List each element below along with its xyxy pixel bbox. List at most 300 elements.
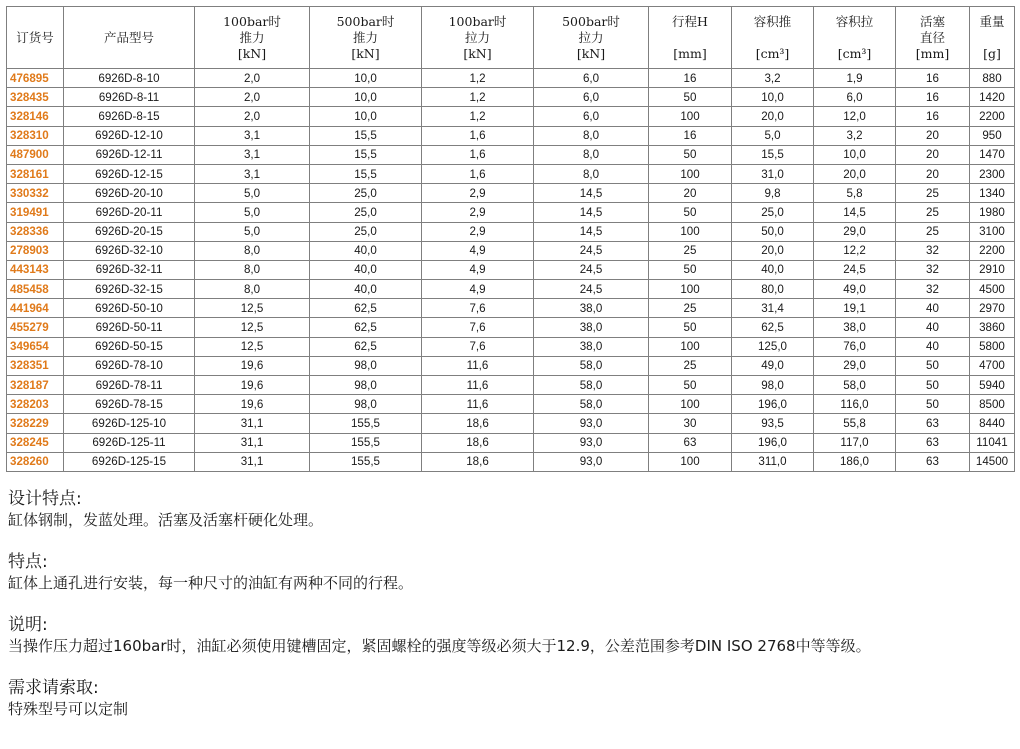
push-100bar-cell: 5,0	[195, 203, 310, 222]
push-500bar-cell: 40,0	[310, 260, 422, 279]
piston-diameter-cell: 40	[896, 318, 970, 337]
piston-diameter-cell: 32	[896, 260, 970, 279]
product-model-cell: 6926D-20-15	[64, 222, 195, 241]
push-100bar-cell: 2,0	[195, 107, 310, 126]
header-line: 产品型号	[103, 29, 154, 45]
pull-500bar-cell: 14,5	[534, 184, 649, 203]
push-500bar-cell: 98,0	[310, 395, 422, 414]
volume-pull-cell: 38,0	[814, 318, 896, 337]
weight-cell: 8500	[970, 395, 1015, 414]
piston-diameter-cell: 50	[896, 376, 970, 395]
order-number-cell[interactable]: 328187	[7, 376, 64, 395]
stroke-cell: 63	[649, 433, 732, 452]
weight-cell: 2200	[970, 241, 1015, 260]
volume-push-cell: 25,0	[732, 203, 814, 222]
header-line: [kN]	[237, 45, 267, 61]
header-line: 100bar时	[448, 13, 507, 29]
stroke-cell: 50	[649, 318, 732, 337]
table-row	[7, 318, 1015, 337]
table-row	[7, 414, 1015, 433]
header-line: 容积推	[753, 13, 792, 29]
piston-diameter-cell: 16	[896, 107, 970, 126]
volume-pull-cell: 10,0	[814, 145, 896, 164]
header-line: 100bar时	[223, 13, 281, 29]
volume-push-cell: 20,0	[732, 107, 814, 126]
volume-push-cell: 15,5	[732, 145, 814, 164]
order-number-cell[interactable]: 443143	[7, 260, 64, 279]
pull-500bar-cell: 14,5	[534, 203, 649, 222]
volume-pull-cell: 6,0	[814, 88, 896, 107]
weight-cell: 2200	[970, 107, 1015, 126]
pull-100bar-cell: 4,9	[422, 260, 534, 279]
header-line: 活塞	[919, 13, 945, 29]
volume-pull-cell: 1,9	[814, 69, 896, 88]
order-number-cell[interactable]: 487900	[7, 145, 64, 164]
stroke-cell: 50	[649, 376, 732, 395]
pull-100bar-cell: 2,9	[422, 184, 534, 203]
weight-cell: 950	[970, 126, 1015, 145]
piston-diameter-cell: 63	[896, 452, 970, 471]
volume-pull-cell: 5,8	[814, 184, 896, 203]
volume-pull-cell: 55,8	[814, 414, 896, 433]
header-line	[732, 30, 813, 46]
pull-100bar-cell: 7,6	[422, 318, 534, 337]
pull-100bar-cell: 1,2	[422, 69, 534, 88]
piston-diameter-cell: 50	[896, 356, 970, 375]
product-model-cell: 6926D-8-11	[64, 88, 195, 107]
volume-pull-cell: 29,0	[814, 356, 896, 375]
push-500bar-cell: 40,0	[310, 280, 422, 299]
weight-cell: 3860	[970, 318, 1015, 337]
note-features	[8, 551, 1013, 593]
piston-diameter-cell: 50	[896, 395, 970, 414]
piston-diameter-cell: 20	[896, 126, 970, 145]
pull-500bar-cell: 58,0	[534, 395, 649, 414]
push-100bar-cell: 3,1	[195, 145, 310, 164]
push-100bar-cell: 5,0	[195, 184, 310, 203]
push-500bar-cell: 10,0	[310, 69, 422, 88]
pull-500bar-cell: 93,0	[534, 452, 649, 471]
stroke-cell: 25	[649, 299, 732, 318]
table-row	[7, 88, 1015, 107]
header-pull-500bar	[534, 7, 649, 69]
volume-pull-cell: 19,1	[814, 299, 896, 318]
stroke-cell: 100	[649, 107, 732, 126]
product-model-cell: 6926D-50-15	[64, 337, 195, 356]
volume-push-cell: 50,0	[732, 222, 814, 241]
piston-diameter-cell: 32	[896, 241, 970, 260]
note-text: 当操作压力超过160bar时，油缸必须使用键槽固定，紧固螺栓的强度等级必须大于12.9，公差范围参考DIN ISO 2768中等等级。	[8, 637, 871, 655]
piston-diameter-cell: 20	[896, 164, 970, 183]
product-model-cell: 6926D-125-10	[64, 414, 195, 433]
order-number-cell[interactable]: 328310	[7, 126, 64, 145]
order-number-cell[interactable]: 455279	[7, 318, 64, 337]
pull-500bar-cell: 8,0	[534, 164, 649, 183]
header-line	[970, 30, 1014, 46]
header-volume-push	[732, 7, 814, 69]
piston-diameter-cell: 40	[896, 337, 970, 356]
volume-pull-cell: 117,0	[814, 433, 896, 452]
pull-500bar-cell: 8,0	[534, 145, 649, 164]
stroke-cell: 100	[649, 222, 732, 241]
product-model-cell: 6926D-20-11	[64, 203, 195, 222]
volume-push-cell: 311,0	[732, 452, 814, 471]
push-100bar-cell: 31,1	[195, 414, 310, 433]
table-row	[7, 376, 1015, 395]
volume-pull-cell: 3,2	[814, 126, 896, 145]
order-number-cell[interactable]: 328146	[7, 107, 64, 126]
product-model-cell: 6926D-32-10	[64, 241, 195, 260]
pull-500bar-cell: 6,0	[534, 107, 649, 126]
pull-100bar-cell: 1,2	[422, 107, 534, 126]
pull-100bar-cell: 7,6	[422, 299, 534, 318]
volume-pull-cell: 116,0	[814, 395, 896, 414]
header-line: 500bar时	[562, 13, 620, 29]
push-500bar-cell: 40,0	[310, 241, 422, 260]
push-500bar-cell: 10,0	[310, 107, 422, 126]
table-row	[7, 260, 1015, 279]
push-100bar-cell: 3,1	[195, 164, 310, 183]
product-model-cell: 6926D-12-11	[64, 145, 195, 164]
pull-500bar-cell: 93,0	[534, 433, 649, 452]
weight-cell: 2970	[970, 299, 1015, 318]
header-line: [cm³]	[755, 45, 790, 61]
pull-500bar-cell: 58,0	[534, 356, 649, 375]
volume-push-cell: 98,0	[732, 376, 814, 395]
push-100bar-cell: 12,5	[195, 299, 310, 318]
stroke-cell: 16	[649, 126, 732, 145]
pull-100bar-cell: 1,2	[422, 88, 534, 107]
piston-diameter-cell: 16	[896, 88, 970, 107]
header-push-100bar	[195, 7, 310, 69]
weight-cell: 1470	[970, 145, 1015, 164]
piston-diameter-cell: 63	[896, 433, 970, 452]
push-500bar-cell: 25,0	[310, 203, 422, 222]
product-model-cell: 6926D-32-11	[64, 260, 195, 279]
piston-diameter-cell: 32	[896, 280, 970, 299]
volume-push-cell: 125,0	[732, 337, 814, 356]
push-500bar-cell: 155,5	[310, 433, 422, 452]
order-number-cell[interactable]: 441964	[7, 299, 64, 318]
pull-100bar-cell: 4,9	[422, 280, 534, 299]
table-header	[7, 7, 1015, 69]
pull-500bar-cell: 38,0	[534, 337, 649, 356]
table-row	[7, 184, 1015, 203]
pull-100bar-cell: 1,6	[422, 145, 534, 164]
volume-pull-cell: 12,0	[814, 107, 896, 126]
note-title: 特点:	[8, 552, 48, 572]
push-500bar-cell: 15,5	[310, 126, 422, 145]
push-100bar-cell: 8,0	[195, 260, 310, 279]
order-number-cell[interactable]: 328229	[7, 414, 64, 433]
header-order-number	[7, 7, 64, 69]
weight-cell: 2910	[970, 260, 1015, 279]
pull-100bar-cell: 1,6	[422, 164, 534, 183]
push-100bar-cell: 8,0	[195, 280, 310, 299]
header-line: 推力	[239, 29, 265, 45]
order-number-cell[interactable]: 328435	[7, 88, 64, 107]
volume-push-cell: 5,0	[732, 126, 814, 145]
product-model-cell: 6926D-125-11	[64, 433, 195, 452]
push-100bar-cell: 19,6	[195, 395, 310, 414]
volume-push-cell: 49,0	[732, 356, 814, 375]
piston-diameter-cell: 25	[896, 184, 970, 203]
table-row	[7, 280, 1015, 299]
piston-diameter-cell: 63	[896, 414, 970, 433]
header-line: [kN]	[576, 45, 606, 61]
note-text: 缸体上通孔进行安装，每一种尺寸的油缸有两种不同的行程。	[8, 574, 414, 592]
header-line: 容积拉	[835, 13, 874, 29]
order-number-cell[interactable]: 328161	[7, 164, 64, 183]
note-design	[8, 488, 1013, 530]
header-line: [kN]	[351, 45, 380, 61]
header-row	[7, 7, 1015, 69]
table-row	[7, 356, 1015, 375]
push-500bar-cell: 98,0	[310, 356, 422, 375]
weight-cell: 5800	[970, 337, 1015, 356]
header-line: [cm³]	[837, 45, 872, 61]
header-line: [kN]	[463, 45, 492, 61]
volume-push-cell: 196,0	[732, 395, 814, 414]
weight-cell: 1980	[970, 203, 1015, 222]
stroke-cell: 50	[649, 260, 732, 279]
order-number-cell[interactable]: 349654	[7, 337, 64, 356]
weight-cell: 11041	[970, 433, 1015, 452]
pull-500bar-cell: 24,5	[534, 280, 649, 299]
push-500bar-cell: 25,0	[310, 184, 422, 203]
push-100bar-cell: 31,1	[195, 452, 310, 471]
note-request	[8, 677, 1013, 719]
table-row	[7, 395, 1015, 414]
push-500bar-cell: 25,0	[310, 222, 422, 241]
pull-500bar-cell: 14,5	[534, 222, 649, 241]
table-row	[7, 433, 1015, 452]
weight-cell: 2300	[970, 164, 1015, 183]
table-row	[7, 145, 1015, 164]
header-line: 行程H	[672, 13, 708, 29]
note-text: 特殊型号可以定制	[8, 700, 129, 718]
table-row	[7, 452, 1015, 471]
volume-push-cell: 20,0	[732, 241, 814, 260]
weight-cell: 4700	[970, 356, 1015, 375]
volume-push-cell: 10,0	[732, 88, 814, 107]
push-100bar-cell: 31,1	[195, 433, 310, 452]
weight-cell: 1420	[970, 88, 1015, 107]
weight-cell: 8440	[970, 414, 1015, 433]
pull-100bar-cell: 18,6	[422, 414, 534, 433]
header-push-500bar	[310, 7, 422, 69]
product-model-cell: 6926D-125-15	[64, 452, 195, 471]
pull-500bar-cell: 38,0	[534, 318, 649, 337]
product-model-cell: 6926D-32-15	[64, 280, 195, 299]
volume-push-cell: 9,8	[732, 184, 814, 203]
header-piston-diameter	[896, 7, 970, 69]
stroke-cell: 50	[649, 203, 732, 222]
weight-cell: 4500	[970, 280, 1015, 299]
volume-pull-cell: 58,0	[814, 376, 896, 395]
order-number-cell[interactable]: 476895	[7, 69, 64, 88]
push-500bar-cell: 62,5	[310, 337, 422, 356]
order-number-cell[interactable]: 328245	[7, 433, 64, 452]
weight-cell: 14500	[970, 452, 1015, 471]
table-row	[7, 164, 1015, 183]
stroke-cell: 100	[649, 395, 732, 414]
notes-section	[8, 488, 1013, 740]
weight-cell: 3100	[970, 222, 1015, 241]
note-title: 需求请索取:	[8, 678, 99, 698]
pull-500bar-cell: 93,0	[534, 414, 649, 433]
piston-diameter-cell: 16	[896, 69, 970, 88]
volume-pull-cell: 20,0	[814, 164, 896, 183]
header-product-model	[64, 7, 195, 69]
stroke-cell: 100	[649, 337, 732, 356]
volume-pull-cell: 186,0	[814, 452, 896, 471]
pull-100bar-cell: 2,9	[422, 203, 534, 222]
pull-500bar-cell: 6,0	[534, 69, 649, 88]
header-line: 500bar时	[336, 13, 395, 29]
stroke-cell: 100	[649, 280, 732, 299]
table-row	[7, 126, 1015, 145]
table-body	[7, 69, 1015, 472]
product-model-cell: 6926D-12-15	[64, 164, 195, 183]
piston-diameter-cell: 25	[896, 203, 970, 222]
pull-100bar-cell: 2,9	[422, 222, 534, 241]
order-number-cell[interactable]: 328260	[7, 452, 64, 471]
pull-100bar-cell: 1,6	[422, 126, 534, 145]
volume-pull-cell: 76,0	[814, 337, 896, 356]
stroke-cell: 25	[649, 356, 732, 375]
pull-100bar-cell: 11,6	[422, 376, 534, 395]
order-number-cell[interactable]: 328203	[7, 395, 64, 414]
header-stroke	[649, 7, 732, 69]
order-number-cell[interactable]: 328351	[7, 356, 64, 375]
piston-diameter-cell: 20	[896, 145, 970, 164]
note-text: 缸体钢制，发蓝处理。活塞及活塞杆硬化处理。	[8, 511, 324, 529]
push-500bar-cell: 155,5	[310, 414, 422, 433]
product-model-cell: 6926D-78-15	[64, 395, 195, 414]
volume-push-cell: 196,0	[732, 433, 814, 452]
pull-500bar-cell: 8,0	[534, 126, 649, 145]
push-100bar-cell: 19,6	[195, 376, 310, 395]
product-model-cell: 6926D-8-10	[64, 69, 195, 88]
weight-cell: 5940	[970, 376, 1015, 395]
push-100bar-cell: 3,1	[195, 126, 310, 145]
header-line: 推力	[352, 29, 378, 45]
push-100bar-cell: 8,0	[195, 241, 310, 260]
pull-100bar-cell: 11,6	[422, 395, 534, 414]
pull-500bar-cell: 58,0	[534, 376, 649, 395]
weight-cell: 1340	[970, 184, 1015, 203]
stroke-cell: 100	[649, 452, 732, 471]
stroke-cell: 20	[649, 184, 732, 203]
pull-500bar-cell: 24,5	[534, 241, 649, 260]
volume-push-cell: 3,2	[732, 69, 814, 88]
product-model-cell: 6926D-50-10	[64, 299, 195, 318]
volume-push-cell: 31,0	[732, 164, 814, 183]
push-100bar-cell: 5,0	[195, 222, 310, 241]
pull-100bar-cell: 4,9	[422, 241, 534, 260]
volume-push-cell: 93,5	[732, 414, 814, 433]
push-100bar-cell: 19,6	[195, 356, 310, 375]
push-500bar-cell: 15,5	[310, 145, 422, 164]
pull-100bar-cell: 11,6	[422, 356, 534, 375]
pull-500bar-cell: 6,0	[534, 88, 649, 107]
product-model-cell: 6926D-78-11	[64, 376, 195, 395]
stroke-cell: 30	[649, 414, 732, 433]
pull-100bar-cell: 18,6	[422, 433, 534, 452]
note-title: 设计特点:	[8, 489, 82, 509]
header-line	[649, 30, 731, 46]
table-row	[7, 107, 1015, 126]
product-model-cell: 6926D-20-10	[64, 184, 195, 203]
push-100bar-cell: 12,5	[195, 318, 310, 337]
product-model-cell: 6926D-12-10	[64, 126, 195, 145]
push-500bar-cell: 10,0	[310, 88, 422, 107]
pull-100bar-cell: 18,6	[422, 452, 534, 471]
header-line: [mm]	[673, 45, 707, 61]
piston-diameter-cell: 40	[896, 299, 970, 318]
note-explanation	[8, 614, 1013, 656]
header-line: 直径	[919, 29, 945, 45]
push-500bar-cell: 155,5	[310, 452, 422, 471]
table-row	[7, 222, 1015, 241]
volume-push-cell: 62,5	[732, 318, 814, 337]
table-row	[7, 69, 1015, 88]
order-number-cell[interactable]: 330332	[7, 184, 64, 203]
volume-pull-cell: 12,2	[814, 241, 896, 260]
weight-cell: 880	[970, 69, 1015, 88]
order-number-cell[interactable]: 328336	[7, 222, 64, 241]
push-500bar-cell: 62,5	[310, 299, 422, 318]
table-row	[7, 299, 1015, 318]
stroke-cell: 50	[649, 145, 732, 164]
spec-table	[6, 6, 1015, 472]
header-line: [g]	[983, 45, 1001, 61]
pull-500bar-cell: 24,5	[534, 260, 649, 279]
stroke-cell: 100	[649, 164, 732, 183]
stroke-cell: 16	[649, 69, 732, 88]
volume-pull-cell: 14,5	[814, 203, 896, 222]
header-pull-100bar	[422, 7, 534, 69]
order-number-cell[interactable]: 278903	[7, 241, 64, 260]
table-row	[7, 241, 1015, 260]
push-100bar-cell: 12,5	[195, 337, 310, 356]
pull-500bar-cell: 38,0	[534, 299, 649, 318]
order-number-cell[interactable]: 485458	[7, 280, 64, 299]
volume-push-cell: 80,0	[732, 280, 814, 299]
header-line: 拉力	[578, 29, 604, 45]
volume-push-cell: 40,0	[732, 260, 814, 279]
note-title: 说明:	[8, 615, 48, 635]
stroke-cell: 50	[649, 88, 732, 107]
product-model-cell: 6926D-78-10	[64, 356, 195, 375]
volume-push-cell: 31,4	[732, 299, 814, 318]
header-line: 重量	[979, 13, 1005, 29]
push-500bar-cell: 62,5	[310, 318, 422, 337]
header-line: 拉力	[464, 29, 490, 45]
order-number-cell[interactable]: 319491	[7, 203, 64, 222]
table-row	[7, 337, 1015, 356]
product-model-cell: 6926D-8-15	[64, 107, 195, 126]
push-100bar-cell: 2,0	[195, 69, 310, 88]
volume-pull-cell: 49,0	[814, 280, 896, 299]
volume-pull-cell: 24,5	[814, 260, 896, 279]
volume-pull-cell: 29,0	[814, 222, 896, 241]
header-line	[814, 30, 895, 46]
header-line: [mm]	[915, 45, 950, 61]
header-line: 订货号	[16, 29, 54, 45]
push-100bar-cell: 2,0	[195, 88, 310, 107]
